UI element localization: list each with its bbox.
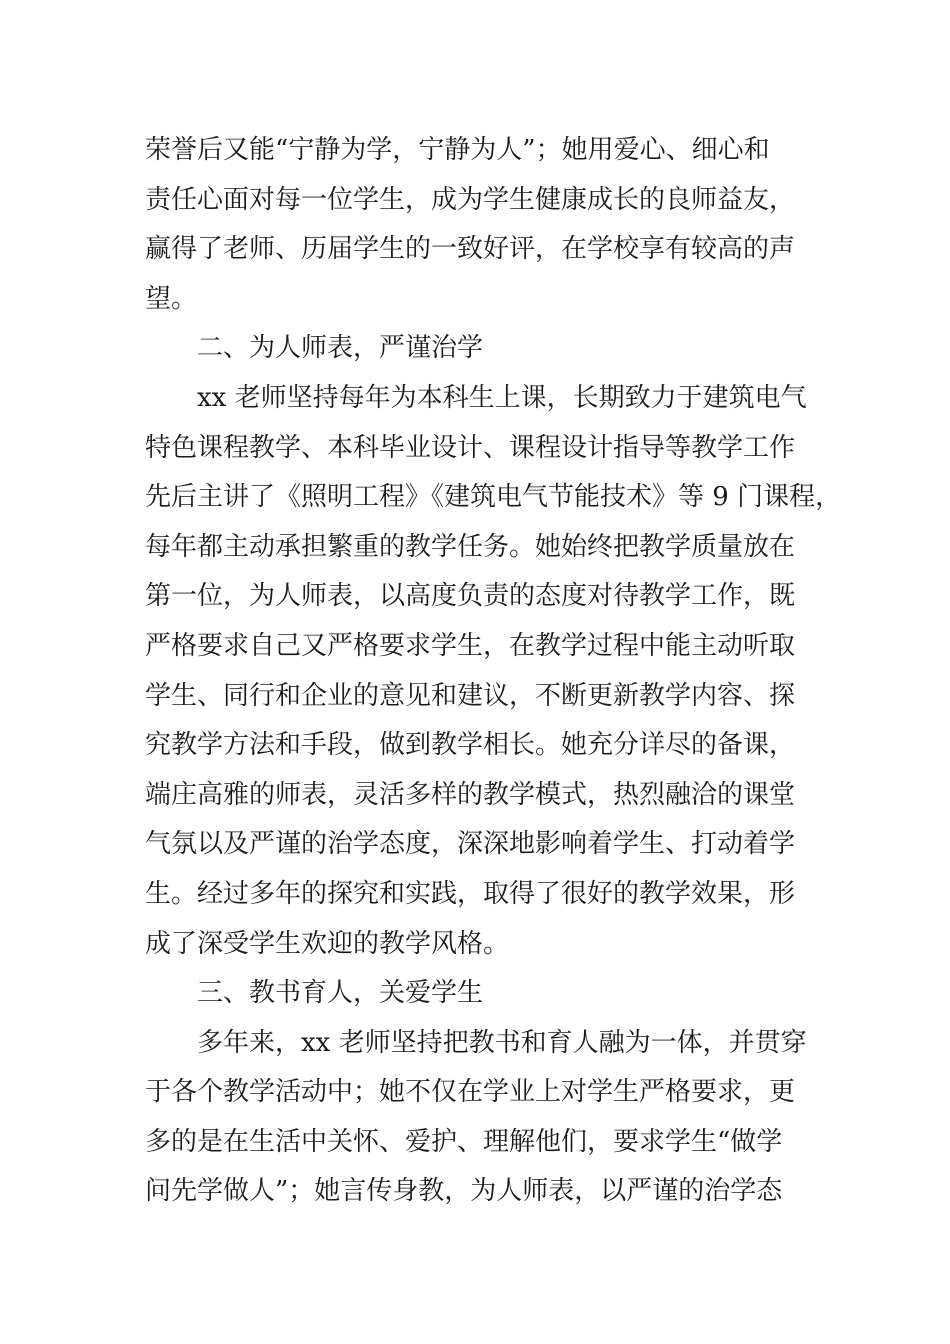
document-line: 端庄高雅的师表，灵活多样的教学模式，热烈融洽的课堂 xyxy=(145,779,796,810)
document-body xyxy=(145,126,842,1217)
document-line: 赢得了老师、历届学生的一致好评，在学校享有较高的声 xyxy=(145,234,796,265)
document-line: 荣誉后又能“宁静为学，宁静为人”；她用爱心、细心和 xyxy=(145,135,770,165)
document-line: 严格要求自己又严格要求学生，在教学过程中能主动听取 xyxy=(145,630,796,661)
document-line: 特色课程教学、本科毕业设计、课程设计指导等教学工作 xyxy=(145,432,796,463)
document-line: 多年来，xx 老师坚持把教书和育人融为一体，并贯穿 xyxy=(197,1027,807,1058)
document-line: xx 老师坚持每年为本科生上课，长期致力于建筑电气 xyxy=(197,382,807,413)
document-line: 生。经过多年的探究和实践，取得了很好的教学效果，形 xyxy=(145,878,796,909)
document-line: 第一位，为人师表，以高度负责的态度对待教学工作，既 xyxy=(145,581,796,612)
document-line: 二、为人师表，严谨治学 xyxy=(197,333,484,364)
document-line: 于各个教学活动中；她不仅在学业上对学生严格要求，更 xyxy=(145,1077,796,1108)
document-line: 先后主讲了《照明工程》《建筑电气节能技术》等 9 门课程， xyxy=(145,482,842,513)
document-line: 多的是在生活中关怀、爱护、理解他们，要求学生“做学 xyxy=(145,1126,783,1157)
document-line: 气氛以及严谨的治学态度，深深地影响着学生、打动着学 xyxy=(145,829,796,860)
document-line: 每年都主动承担繁重的教学任务。她始终把教学质量放在 xyxy=(145,531,796,562)
document-line: 问先学做人”；她言传身教，为人师表，以严谨的治学态 xyxy=(145,1176,783,1207)
document-line: 望。 xyxy=(145,283,198,314)
document-line: 究教学方法和手段，做到教学相长。她充分详尽的备课， xyxy=(145,730,796,761)
document-line: 学生、同行和企业的意见和建议，不断更新教学内容、探 xyxy=(145,680,796,711)
document-line: 成了深受学生欢迎的教学风格。 xyxy=(145,928,510,959)
document-line: 三、教书育人，关爱学生 xyxy=(197,978,484,1009)
document-line: 责任心面对每一位学生，成为学生健康成长的良师益友， xyxy=(145,184,796,215)
